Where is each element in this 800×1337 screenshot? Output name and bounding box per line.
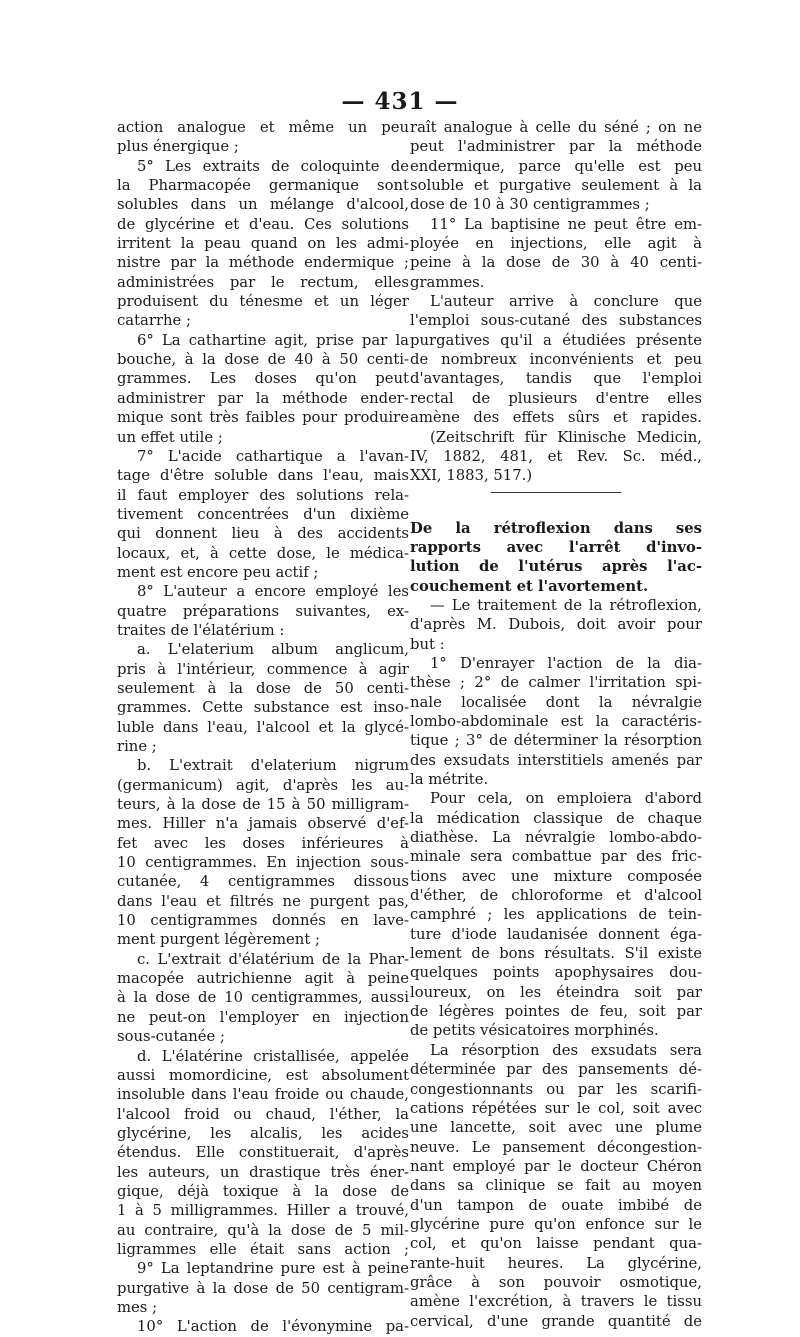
text-line: grâce à son pouvoir osmotique,	[410, 1273, 702, 1291]
text-line: (germanicum) agit, d'après les au-	[117, 776, 409, 794]
text-line: 10° L'action de l'évonymine pa-	[137, 1318, 409, 1336]
text-line: 7° L'acide cathartique a l'avan-	[137, 447, 409, 465]
text-line: neuve. Le pansement décongestion-	[410, 1138, 702, 1156]
text-line: lombo-abdominale est la caractéris-	[410, 712, 702, 730]
text-line: une lancette, soit avec une plume	[410, 1119, 702, 1137]
text-line: c. L'extrait d'élatérium de la Phar-	[137, 950, 409, 968]
text-line: lement de bons résultats. S'il existe	[410, 945, 702, 963]
text-line: ligrammes elle était sans action ;	[117, 1240, 409, 1258]
text-line: 6° La cathartine agit, prise par la	[137, 331, 409, 349]
text-line: il faut employer des solutions rela-	[117, 486, 409, 504]
text-line: sous-cutanée ;	[117, 1028, 225, 1046]
text-line: d'après M. Dubois, doit avoir pour	[410, 616, 702, 634]
text-line: ne peut-on l'employer en injection	[117, 1008, 409, 1026]
text-line: à la dose de 10 centigrammes, aussi	[117, 989, 409, 1007]
text-line: de petits vésicatoires morphinés.	[410, 1022, 659, 1040]
text-line: amène des effets sûrs et rapides.	[410, 409, 702, 427]
text-line: ture d'iode laudanisée donnent éga-	[410, 925, 702, 943]
text-line: cations répétées sur le col, soit avec	[410, 1099, 702, 1117]
text-line: 8° L'auteur a encore employé les	[137, 583, 409, 601]
text-line: IV, 1882, 481, et Rev. Sc. méd.,	[410, 447, 702, 465]
text-line: l'emploi sous-cutané des substances	[410, 312, 702, 330]
text-line: pris à l'intérieur, commence à agir	[117, 660, 409, 678]
text-line: ployée en injections, elle agit à	[410, 235, 702, 253]
text-line: administrées par le rectum, elles	[117, 273, 409, 291]
section-heading-line: lution de l'utérus après l'ac-	[410, 558, 702, 576]
text-line: cutanée, 4 centigrammes dissous	[117, 873, 409, 891]
text-line: ment est encore peu actif ;	[117, 563, 319, 581]
text-line: teurs, à la dose de 15 à 50 milligram-	[117, 796, 409, 814]
text-line: tique ; 3° de déterminer la résorption	[410, 732, 702, 750]
text-line: b. L'extrait d'elaterium nigrum	[137, 757, 409, 775]
section-heading-line: couchement et l'avortement.	[410, 577, 649, 595]
text-line: XXI, 1883, 517.)	[410, 467, 533, 485]
text-line: locaux, et, à cette dose, le médica-	[117, 544, 409, 562]
text-line: but :	[410, 635, 445, 653]
text-line: d'avantages, tandis que l'emploi	[410, 370, 702, 388]
text-line: quatre préparations suivantes, ex-	[117, 602, 409, 620]
text-line: la métrite.	[410, 771, 489, 788]
text-line: insoluble dans l'eau froide ou chaude,	[117, 1086, 409, 1104]
text-line: nale localisée dont la névralgie	[410, 693, 702, 711]
text-line: au contraire, qu'à la dose de 5 mil-	[117, 1221, 409, 1239]
text-line: grammes.	[410, 273, 485, 291]
section-divider	[491, 492, 621, 493]
text-line: cervical, d'une grande quantité de	[410, 1312, 702, 1330]
page-number: — 431 —	[341, 88, 459, 115]
text-line: 10 centigrammes. En injection sous-	[117, 854, 409, 872]
text-line: la médication classique de chaque	[410, 809, 702, 827]
text-line: tivement concentrées d'un dixième	[117, 505, 409, 523]
text-line: tage d'être soluble dans l'eau, mais	[117, 467, 409, 485]
text-line: produisent du ténesme et un léger	[117, 293, 409, 311]
text-line: aussi momordicine, est absolument	[117, 1066, 409, 1084]
text-line: mes. Hiller n'a jamais observé d'ef-	[117, 815, 409, 833]
text-line: raît analogue à celle du séné ; on ne	[410, 119, 702, 136]
text-line: Pour cela, on emploiera d'abord	[430, 790, 702, 808]
text-line: un effet utile ;	[117, 428, 223, 446]
text-line: ment purgent légèrement ;	[117, 931, 320, 949]
text-line: catarrhe ;	[117, 312, 191, 330]
text-line: bouche, à la dose de 40 à 50 centi-	[117, 351, 409, 369]
text-line: étendus. Elle constituerait, d'après	[117, 1144, 409, 1162]
text-line: tions avec une mixture composée	[410, 867, 702, 885]
text-line: qui donnent lieu à des accidents	[117, 525, 409, 543]
text-line: plus énergique ;	[117, 138, 239, 156]
text-line: purgatives qu'il a étudiées présente	[410, 331, 702, 349]
text-line: l'alcool froid ou chaud, l'éther, la	[117, 1105, 409, 1123]
text-line: — Le traitement de la rétroflexion,	[430, 596, 702, 614]
text-line: mes ;	[117, 1298, 158, 1316]
text-line: diathèse. La névralgie lombo-abdo-	[410, 829, 702, 847]
section-heading-line: rapports avec l'arrêt d'invo-	[410, 538, 702, 556]
text-line: (Zeitschrift für Klinische Medicin,	[430, 428, 702, 446]
text-line: de légères pointes de feu, soit par	[410, 1003, 702, 1021]
text-line: dose de 10 à 30 centigrammes ;	[410, 196, 650, 214]
text-line: 9° La leptandrine pure est à peine	[137, 1260, 409, 1278]
text-line: administrer par la méthode ender-	[117, 389, 409, 407]
text-line: 1° D'enrayer l'action de la dia-	[430, 654, 702, 672]
text-line: col, et qu'on laisse pendant qua-	[410, 1235, 702, 1253]
text-line: peut l'administrer par la méthode	[410, 138, 702, 156]
right-column	[410, 118, 702, 1331]
text-line: 1 à 5 milligrammes. Hiller a trouvé,	[117, 1202, 409, 1220]
text-line: peine à la dose de 30 à 40 centi-	[410, 254, 702, 272]
text-line: endermique, parce qu'elle est peu	[410, 157, 702, 175]
text-line: amène l'excrétion, à travers le tissu	[410, 1293, 702, 1311]
text-line: nant employé par le docteur Chéron	[410, 1157, 702, 1175]
text-line: rectal de plusieurs d'entre elles	[410, 389, 702, 407]
text-line: solubles dans un mélange d'alcool,	[117, 196, 409, 214]
left-column	[117, 118, 409, 1337]
article-continuation	[410, 118, 702, 486]
text-line: nistre par la méthode endermique ;	[117, 254, 409, 272]
text-line: gique, déjà toxique à la dose de	[117, 1182, 409, 1200]
text-line: congestionnants ou par les scarifi-	[410, 1080, 702, 1098]
text-line: d'éther, de chloroforme et d'alcool	[410, 887, 702, 905]
text-line: 10 centigrammes donnés en lave-	[117, 912, 409, 930]
text-line: grammes. Les doses qu'on peut	[117, 370, 409, 388]
text-line: irritent la peau quand on les admi-	[117, 235, 409, 253]
text-line: luble dans l'eau, l'alcool et la glycé-	[117, 718, 409, 736]
text-line: d'un tampon de ouate imbibé de	[410, 1196, 702, 1214]
text-line: dans sa clinique se fait au moyen	[410, 1177, 702, 1195]
text-line: glycérine, les alcalis, les acides	[117, 1124, 409, 1142]
text-line: 5° Les extraits de coloquinte de	[137, 157, 409, 175]
text-line: camphré ; les applications de tein-	[410, 906, 702, 924]
text-line: déterminée par des pansements dé-	[410, 1061, 702, 1079]
text-line: a. L'elaterium album anglicum,	[137, 641, 409, 659]
text-line: les auteurs, un drastique très éner-	[117, 1163, 409, 1181]
text-line: fet avec les doses inférieures à	[117, 834, 409, 852]
text-line: L'auteur arrive à conclure que	[430, 293, 702, 311]
text-line: dans l'eau et filtrés ne purgent pas,	[117, 892, 409, 910]
text-line: d. L'élatérine cristallisée, appelée	[137, 1047, 409, 1065]
section-heading-line: De la rétroflexion dans ses	[410, 519, 702, 537]
text-line: action analogue et même un peu	[117, 119, 409, 136]
text-line: loureux, on les éteindra soit par	[410, 983, 702, 1001]
text-line: rante-huit heures. La glycérine,	[410, 1254, 702, 1272]
text-line: seulement à la dose de 50 centi-	[117, 679, 409, 697]
text-line: mique sont très faibles pour produire	[117, 409, 409, 427]
article-retroflexion	[410, 519, 702, 1331]
text-line: quelques points apophysaires dou-	[410, 964, 702, 982]
text-line: traites de l'élatérium :	[117, 621, 285, 639]
text-line: de glycérine et d'eau. Ces solutions	[117, 215, 409, 233]
text-line: La résorption des exsudats sera	[430, 1041, 702, 1059]
text-line: des exsudats interstitiels amenés par	[410, 751, 702, 769]
text-line: rine ;	[117, 738, 157, 755]
text-line: minale sera combattue par des fric-	[410, 848, 702, 866]
text-line: de nombreux inconvénients et peu	[410, 351, 702, 369]
text-line: thèse ; 2° de calmer l'irritation spi-	[410, 674, 702, 692]
text-line: 11° La baptisine ne peut être em-	[430, 215, 702, 233]
text-line: grammes. Cette substance est inso-	[117, 699, 409, 717]
text-line: glycérine pure qu'on enfonce sur le	[410, 1215, 702, 1233]
text-line: la Pharmacopée germanique sont	[117, 177, 409, 195]
text-line: purgative à la dose de 50 centigram-	[117, 1279, 409, 1297]
text-line: macopée autrichienne agit à peine	[117, 970, 409, 988]
text-line: soluble et purgative seulement à la	[410, 177, 702, 195]
